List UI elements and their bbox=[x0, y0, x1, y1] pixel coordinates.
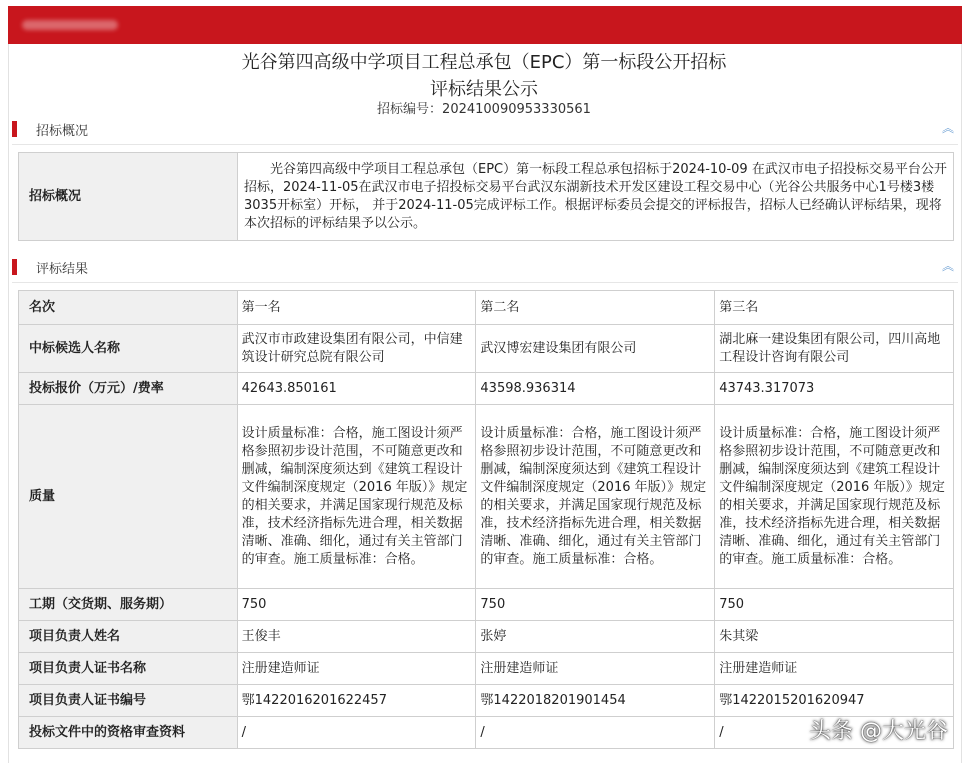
table-cell: 注册建造师证 bbox=[237, 653, 476, 685]
row-label: 质量 bbox=[19, 405, 238, 589]
table-row bbox=[19, 325, 954, 373]
section-header-results bbox=[12, 257, 958, 279]
section-title: 评标结果 bbox=[36, 262, 89, 277]
overview-text: 光谷第四高级中学项目工程总承包（EPC）第一标段工程总承包招标于2024-10-09 在武汉市电子招投标交易平台公开招标，2024-11-05在武汉市电子招投标交易平台武汉东湖新技术开发区建设工程交易中心（光谷公共服务中心1号楼3楼3035开标室）开标， 并于2024-11-05完成评标工作。根据评标委员会提交的评标报告，招标人已经确认评标结果，现将本次招标的评标结果予以公示。 bbox=[238, 153, 954, 241]
table-cell: 43598.936314 bbox=[476, 373, 715, 405]
divider bbox=[12, 282, 958, 283]
row-label: 中标候选人名称 bbox=[19, 325, 238, 373]
row-label: 名次 bbox=[19, 291, 238, 325]
table-cell: 鄂1422016201622457 bbox=[237, 685, 476, 717]
table-cell: 鄂1422015201620947 bbox=[715, 685, 954, 717]
table-cell: 设计质量标准：合格，施工图设计须严格参照初步设计范围，不可随意更改和删减，编制深度须达到《建筑工程设计文件编制深度规定（2016 年版）》规定的相关要求，并满足国家现行规范及标准，技术经济指标先进合理，相关数据清晰、准确、细化，通过有关主管部门的审查。施工质量标准：合格。 bbox=[237, 405, 476, 589]
table-cell: 注册建造师证 bbox=[476, 653, 715, 685]
table-cell: 朱其梁 bbox=[715, 621, 954, 653]
bid-number: 招标编号：20241009095333056​1 bbox=[377, 102, 591, 117]
table-cell: / bbox=[476, 717, 715, 749]
table-cell: 第一名 bbox=[237, 291, 476, 325]
table-row bbox=[19, 653, 954, 685]
overview-head: 招标概况 bbox=[19, 153, 238, 241]
table-cell: 鄂1422018201901454 bbox=[476, 685, 715, 717]
section-header-overview bbox=[12, 119, 958, 141]
table-cell: 王俊丰 bbox=[237, 621, 476, 653]
table-cell: 750 bbox=[237, 589, 476, 621]
divider bbox=[12, 144, 958, 145]
table-cell: / bbox=[715, 717, 954, 749]
row-label: 项目负责人证书编号 bbox=[19, 685, 238, 717]
row-label: 投标文件中的资格审查资料 bbox=[19, 717, 238, 749]
top-banner bbox=[8, 6, 962, 44]
table-cell: 注册建造师证 bbox=[715, 653, 954, 685]
table-cell: 武汉博宏建设集团有限公司 bbox=[476, 325, 715, 373]
table-row bbox=[19, 373, 954, 405]
table-cell: 43743.317073 bbox=[715, 373, 954, 405]
page-subtitle: 评标结果公示 bbox=[430, 79, 538, 100]
table-row bbox=[19, 405, 954, 589]
table-row bbox=[19, 621, 954, 653]
table-cell: 750 bbox=[476, 589, 715, 621]
page-title: 光谷第四高级中学项目工程总承包（EPC）第一标段公开招标 bbox=[241, 52, 727, 73]
blurred-logo bbox=[22, 20, 118, 30]
overview-table bbox=[18, 152, 954, 241]
table-cell: 42643.850161 bbox=[237, 373, 476, 405]
table-cell: 750 bbox=[715, 589, 954, 621]
watermark: 头条 @大光谷 bbox=[809, 719, 948, 744]
results-table bbox=[18, 290, 954, 749]
section-marker bbox=[12, 121, 17, 137]
table-cell: 设计质量标准：合格，施工图设计须严格参照初步设计范围，不可随意更改和删减，编制深度须达到《建筑工程设计文件编制深度规定（2016 年版）》规定的相关要求，并满足国家现行规范及标准，技术经济指标先进合理，相关数据清晰、准确、细化，通过有关主管部门的审查。施工质量标准：合格。 bbox=[476, 405, 715, 589]
row-label: 项目负责人证书名称 bbox=[19, 653, 238, 685]
section-marker bbox=[12, 259, 17, 275]
table-row bbox=[19, 685, 954, 717]
table-cell: 第二名 bbox=[476, 291, 715, 325]
row-label: 工期（交货期、服务期） bbox=[19, 589, 238, 621]
row-label: 投标报价（万元）/费率 bbox=[19, 373, 238, 405]
table-row bbox=[19, 153, 954, 241]
table-cell: 张婷 bbox=[476, 621, 715, 653]
table-row bbox=[19, 291, 954, 325]
collapse-icon[interactable]: ︽ bbox=[941, 259, 954, 273]
section-title: 招标概况 bbox=[36, 124, 89, 139]
table-cell: 湖北麻一建设集团有限公司，四川高地工程设计咨询有限公司 bbox=[715, 325, 954, 373]
table-cell: 武汉市市政建设集团有限公司，中信建筑设计研究总院有限公司 bbox=[237, 325, 476, 373]
row-label: 项目负责人姓名 bbox=[19, 621, 238, 653]
collapse-icon[interactable]: ︽ bbox=[941, 121, 954, 135]
table-row bbox=[19, 589, 954, 621]
table-cell: 设计质量标准：合格，施工图设计须严格参照初步设计范围，不可随意更改和删减，编制深度须达到《建筑工程设计文件编制深度规定（2016 年版）》规定的相关要求，并满足国家现行规范及标准，技术经济指标先进合理，相关数据清晰、准确、细化，通过有关主管部门的审查。施工质量标准：合格。 bbox=[715, 405, 954, 589]
table-cell: / bbox=[237, 717, 476, 749]
table-cell: 第三名 bbox=[715, 291, 954, 325]
